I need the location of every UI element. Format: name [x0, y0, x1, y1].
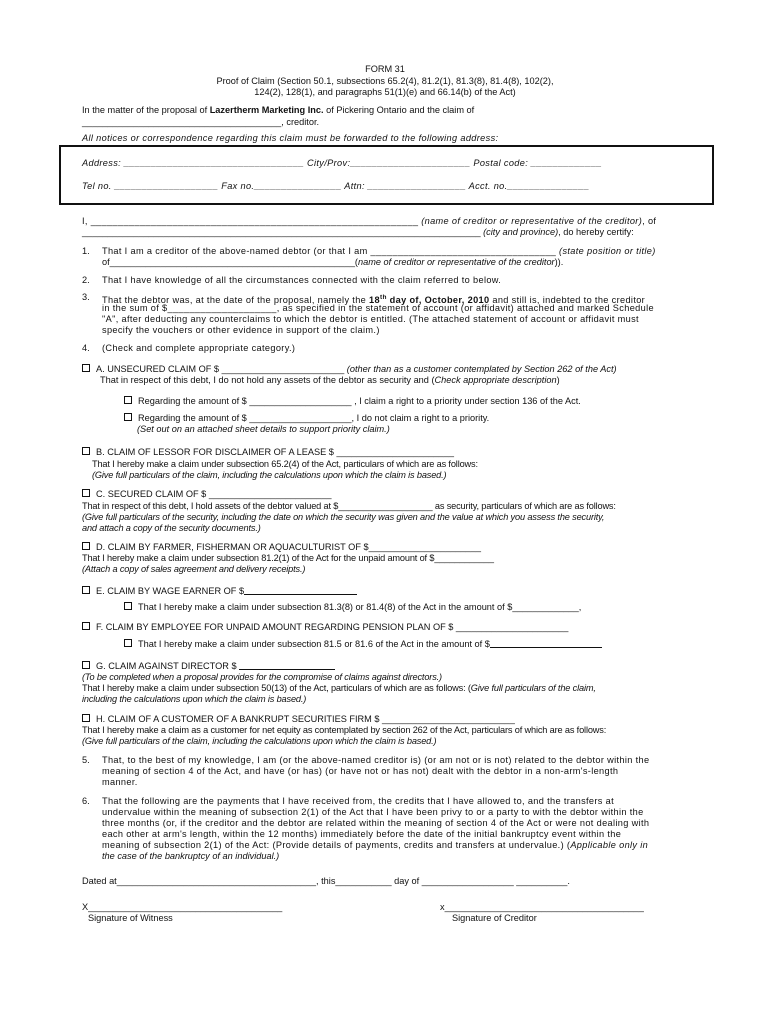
claim-g-amount-blank[interactable]: [239, 660, 335, 670]
claim-a-option-1[interactable]: [124, 396, 581, 407]
claim-b-line-2: That I hereby make a claim under subsection 65.2(4) of the Act, particulars of which are as follows:: [92, 459, 478, 469]
proposal-date: day of, October, 2010: [386, 295, 490, 306]
item-1-hint: name of creditor or representative of the creditor: [358, 257, 555, 267]
proposal-day-suffix: th: [379, 294, 387, 301]
item-1-end: )).: [554, 257, 564, 267]
creditor-signature-line[interactable]: x_______________________________________: [440, 902, 644, 912]
claim-a-note: (other than as a customer contemplated by Section 262 of the Act): [346, 364, 617, 374]
item-5-line-1: That, to the best of my knowledge, I am (or the above-named creditor is) (or am not or is not) related to the debtor within the: [102, 755, 650, 765]
form-title: FORM 31: [365, 64, 405, 74]
claim-f-option-text[interactable]: That I hereby make a claim under subsection 81.5 or 81.6 of the Act in the amount of $: [138, 639, 490, 649]
no-priority-checkbox[interactable]: [124, 413, 132, 421]
item-2-number: 2.: [82, 275, 90, 285]
claim-a-row[interactable]: [82, 364, 617, 375]
claim-g-line-3: [82, 683, 596, 694]
item-3-text-c: and still is, indebted to the creditor: [489, 295, 646, 306]
claim-f-amount-blank[interactable]: [490, 638, 602, 648]
certify-line-1-end: , of: [642, 216, 657, 226]
claim-a-option-1-text[interactable]: Regarding the amount of $ ____________________ , I claim a right to a priority under section 136 of the Act.: [138, 396, 581, 406]
claim-a-line-2: [100, 375, 560, 386]
creditor-signature-label: Signature of Creditor: [452, 913, 537, 923]
claim-d-row[interactable]: [82, 542, 481, 553]
item-1-of-blank[interactable]: of________________________________________________(: [102, 257, 358, 267]
item-6-line-6: the case of the bankruptcy of an individual.): [102, 851, 280, 861]
intro-suffix: of Pickering Ontario and the claim of: [323, 105, 475, 115]
claim-b-line-3: (Give full particulars of the claim, including the calculations upon which the claim is based.): [92, 470, 447, 480]
claim-c-checkbox[interactable]: [82, 489, 90, 497]
item-6-line-2: undervalue within the meaning of subsection 2(1) of the Act that I have been privy to or a party to with the debtor within the: [102, 807, 644, 817]
claim-g-line-4: including the calculations upon which the claim is based.): [82, 694, 307, 704]
witness-signature-line[interactable]: X______________________________________: [82, 902, 283, 912]
priority-checkbox[interactable]: [124, 396, 132, 404]
item-4-text: (Check and complete appropriate category.): [102, 343, 296, 353]
claim-e-option[interactable]: [124, 602, 581, 613]
claim-f-option-checkbox[interactable]: [124, 639, 132, 647]
item-3-number: 3.: [82, 292, 90, 302]
claim-d-checkbox[interactable]: [82, 542, 90, 550]
notices-instruction: All notices or correspondence regarding this claim must be forwarded to the following address:: [82, 133, 499, 143]
claim-a-title[interactable]: A. UNSECURED CLAIM OF $ ________________________: [96, 364, 347, 374]
claim-a-close: ): [556, 375, 560, 385]
claim-f-title[interactable]: F. CLAIM BY EMPLOYEE FOR UNPAID AMOUNT REGARDING PENSION PLAN OF $ ______________________: [96, 622, 569, 632]
debtor-company-name: Lazertherm Marketing Inc.: [209, 105, 324, 115]
claim-g-text: That I hereby make a claim under subsection 50(13) of the Act, particulars of which are as follows: (: [82, 683, 471, 693]
claim-g-hint: Give full particulars of the claim,: [470, 683, 596, 693]
claim-a-option-2[interactable]: [124, 413, 489, 424]
proposal-day: 18: [369, 295, 380, 306]
certify-line-1[interactable]: [82, 216, 656, 227]
claim-g-title[interactable]: G. CLAIM AGAINST DIRECTOR $: [96, 661, 237, 671]
witness-signature-label: Signature of Witness: [88, 913, 173, 923]
claim-b-title[interactable]: B. CLAIM OF LESSOR FOR DISCLAIMER OF A LEASE $ _______________________: [96, 447, 454, 457]
item-5-number: 5.: [82, 755, 90, 765]
item-6-hint: Applicable only in: [570, 840, 649, 850]
item-6-line-3: three months (or, if the creditor and the debtor are related within the meaning of section 4 of the Act or were not dealing with: [102, 818, 650, 828]
intro-prefix: In the matter of the proposal of: [82, 105, 210, 115]
item-5-line-2: meaning of section 4 of the Act, and have (or has) (or have not or has not) dealt with the debtor in a non-arm's-length: [102, 766, 619, 776]
claim-a-option-2-note: (Set out on an attached sheet details to support priority claim.): [137, 424, 390, 434]
claim-d-line-3: (Attach a copy of sales agreement and delivery receipts.): [82, 564, 306, 574]
intro-line: [82, 105, 474, 116]
claim-f-checkbox[interactable]: [82, 622, 90, 630]
claim-h-line-3: (Give full particulars of the claim, including the calculations upon which the claim is based.): [82, 736, 437, 746]
item-3-line-3: "A", after deducting any counterclaims to which the debtor is entitled. (The attached statement of account or affidavit must: [102, 314, 639, 324]
item-1-text[interactable]: That I am a creditor of the above-named debtor (or that I am __________________________________: [102, 246, 560, 256]
item-6-line-5: [102, 840, 648, 851]
claim-c-line-2[interactable]: That in respect of this debt, I hold assets of the debtor valued at $___________________ as security, particulars of which are as follows:: [82, 501, 616, 511]
item-3-text-a: That the debtor was, at the date of the proposal, namely the: [102, 295, 370, 306]
certify-line-2[interactable]: [82, 227, 634, 238]
claim-h-row[interactable]: [82, 714, 515, 725]
item-3-line-4: specify the vouchers or other evidence in support of the claim.): [102, 325, 380, 335]
claim-e-checkbox[interactable]: [82, 586, 90, 594]
claim-e-title[interactable]: E. CLAIM BY WAGE EARNER OF $: [96, 586, 245, 596]
item-1-line-1[interactable]: [102, 246, 656, 257]
claim-c-line-4: and attach a copy of the security documents.): [82, 523, 261, 533]
position-title-hint: (state position or title): [559, 246, 656, 256]
item-2-text: That I have knowledge of all the circumstances connected with the claim referred to below.: [102, 275, 502, 285]
claim-g-row[interactable]: [82, 660, 335, 672]
claim-e-row[interactable]: [82, 585, 357, 597]
creditor-name-blank[interactable]: I, ____________________________________________________________: [82, 216, 422, 226]
city-province-blank[interactable]: ______________________________________________________________________________: [82, 227, 484, 237]
claim-a-hint: Check appropriate description: [434, 375, 557, 385]
form-subtitle-2: 124(2), 128(1), and paragraphs 51(1)(e) and 66.14(b) of the Act): [254, 87, 516, 97]
claim-g-line-2: (To be completed when a proposal provides for the compromise of claims against directors.): [82, 672, 442, 682]
address-box: [59, 145, 714, 205]
item-5-line-3: manner.: [102, 777, 138, 787]
claim-c-line-3: (Give full particulars of the security, including the date on which the security was given and the value at which you assess the security,: [82, 512, 605, 522]
claim-h-line-2: That I hereby make a claim as a customer for net equity as contemplated by section 262 of the Act, particulars of which are as follows:: [82, 725, 607, 735]
claim-e-option-text[interactable]: That I hereby make a claim under subsection 81.3(8) or 81.4(8) of the Act in the amount of $_____________,: [138, 602, 582, 612]
creditor-name-line[interactable]: _______________________________________, creditor.: [82, 117, 320, 127]
item-1-line-2[interactable]: [102, 257, 563, 268]
item-1-number: 1.: [82, 246, 90, 256]
address-row[interactable]: Address: _________________________________ City/Prov:______________________ Postal code: _____________: [82, 158, 603, 168]
item-3-line-2[interactable]: in the sum of $____________________, as specified in the statement of account (or affidavit) attached and marked Schedule: [102, 303, 654, 313]
creditor-name-hint: (name of creditor or representative of the creditor): [421, 216, 643, 226]
item-6-text: meaning of subsection 2(1) of the Act: (Provide details of payments, credits and transfers at undervalue.) (: [102, 840, 571, 850]
claim-b-row[interactable]: [82, 447, 454, 458]
claim-a-option-2-text[interactable]: Regarding the amount of $ ____________________, I do not claim a right to a priority.: [138, 413, 490, 423]
dated-line[interactable]: Dated at_______________________________________, this___________ day of __________________ __________.: [82, 876, 570, 886]
claim-h-title[interactable]: H. CLAIM OF A CUSTOMER OF A BANKRUPT SECURITIES FIRM $ __________________________: [96, 714, 515, 724]
certify-line-2-end: , do hereby certify:: [558, 227, 634, 237]
item-6-line-1: That the following are the payments that I have received from, the credits that I have allowed to, and the transfers at: [102, 796, 615, 806]
claim-c-row[interactable]: [82, 489, 331, 500]
claim-d-line-2[interactable]: That I hereby make a claim under subsection 81.2(1) of the Act for the unpaid amount of $____________: [82, 553, 494, 563]
item-6-line-4: each other at arm's length, within the 12 months) immediately before the date of the initial bankruptcy event within the: [102, 829, 622, 839]
claim-b-checkbox[interactable]: [82, 447, 90, 455]
claim-e-amount-blank[interactable]: [244, 585, 357, 595]
city-province-hint: (city and province): [483, 227, 559, 237]
claim-a-checkbox[interactable]: [82, 364, 90, 372]
claim-d-title[interactable]: D. CLAIM BY FARMER, FISHERMAN OR AQUACULTURIST OF $______________________: [96, 542, 482, 552]
claim-f-row[interactable]: [82, 622, 568, 633]
claim-c-title[interactable]: C. SECURED CLAIM OF $ ________________________: [96, 489, 332, 499]
claim-g-checkbox[interactable]: [82, 661, 90, 669]
item-6-number: 6.: [82, 796, 90, 806]
claim-f-option[interactable]: [124, 638, 602, 650]
claim-a-text: That in respect of this debt, I do not hold any assets of the debtor as security and (: [100, 375, 435, 385]
claim-e-option-checkbox[interactable]: [124, 602, 132, 610]
contact-row[interactable]: Tel no. ___________________ Fax no.________________ Attn: __________________ Acct. no._______________: [82, 181, 590, 191]
form-subtitle-1: Proof of Claim (Section 50.1, subsections 65.2(4), 81.2(1), 81.3(8), 81.4(8), 102(2),: [216, 76, 554, 86]
claim-h-checkbox[interactable]: [82, 714, 90, 722]
item-4-number: 4.: [82, 343, 90, 353]
